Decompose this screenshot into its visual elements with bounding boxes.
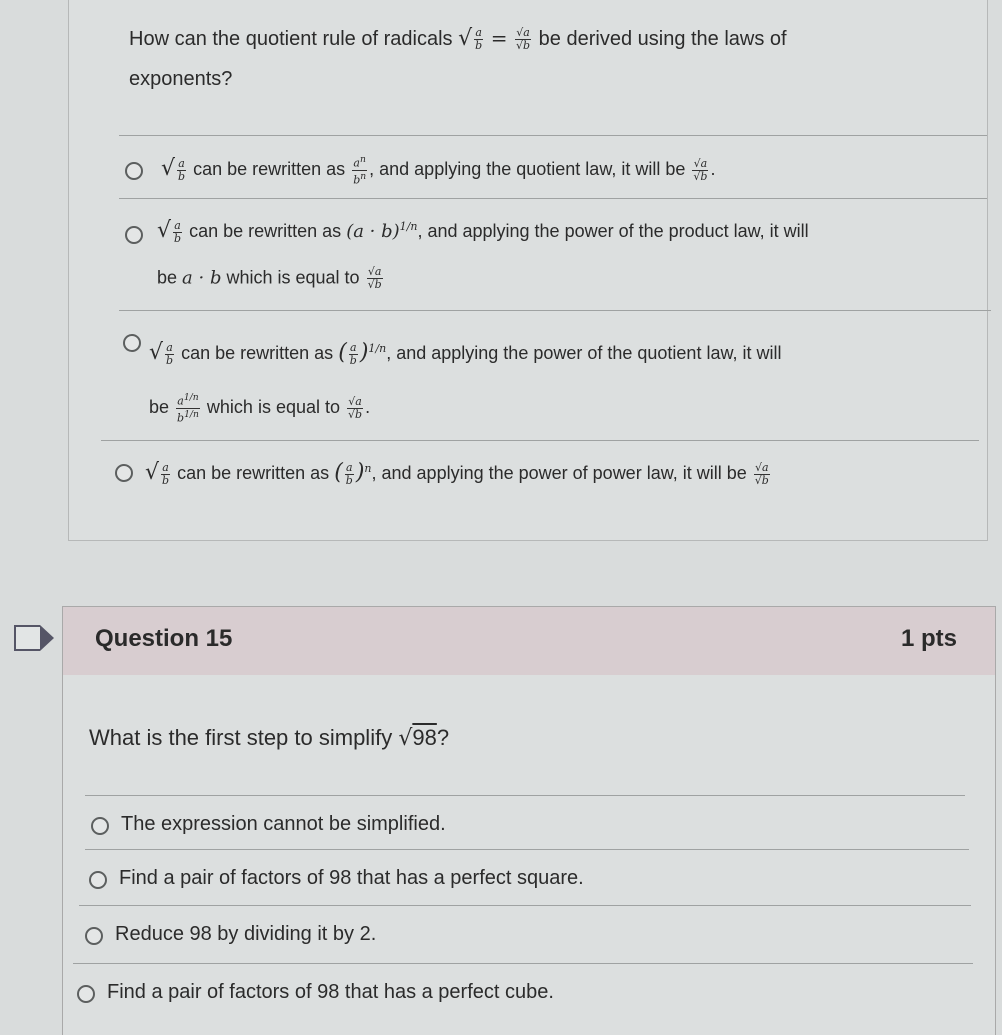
divider (85, 849, 969, 850)
sqrt-symbol: √ (398, 726, 413, 751)
radio-button[interactable] (125, 162, 143, 180)
root-fraction: $\frac{√a}{√b}$ (516, 26, 531, 53)
option-text: can be rewritten as (193, 158, 346, 179)
divider (73, 963, 973, 964)
q14-option-2[interactable]: √ $\frac{a}{b}$ can be rewritten as $(a \cdot b)^{1/n}$, and applying the power of the product law, it will be a · b which is equal to $\frac{√a}{√b}$ (125, 212, 975, 302)
question-15-body (62, 675, 996, 1035)
option-text: can be rewritten as (189, 221, 342, 241)
q15-option-4[interactable] (77, 981, 554, 1004)
question-14-prompt (129, 18, 969, 99)
nth-root-icon: √ (145, 460, 160, 485)
product-of-powers: a · b (182, 267, 222, 289)
fraction: $\frac{a}{b}$ (349, 340, 357, 367)
question-15-prompt (89, 725, 449, 751)
option-label: Reduce 98 by dividing it by 2. (115, 923, 377, 945)
radio-button[interactable] (115, 464, 133, 482)
radio-button[interactable] (85, 927, 103, 945)
fraction: $\frac{a}{b}$ (475, 26, 483, 53)
option-text-mid: , and applying the power of power law, it will be (371, 463, 747, 483)
root-fraction: $\frac{√a}{√b}$ (367, 265, 382, 291)
nth-root-icon: √ (161, 155, 176, 181)
divider (119, 198, 987, 199)
q14-option-3[interactable]: √ $\frac{a}{b}$ can be rewritten as ( $\frac{a}{b}$ )$^{1/n}$, and applying the power of the quotient law, it will be $\frac{a^{1/n}}{b^{1/n}}$ which is equal to $\frac{√a}{√b}$ . (123, 322, 973, 432)
q15-option-3[interactable] (85, 923, 376, 946)
nth-root-a-over-b: √ (458, 26, 473, 51)
option-text-tail: . (710, 158, 716, 179)
option-text-tail: . (365, 396, 371, 417)
prompt-end: ? (436, 725, 450, 750)
option-label: The expression cannot be simplified. (121, 813, 446, 835)
divider (79, 905, 971, 906)
radio-button[interactable] (89, 871, 107, 889)
q15-option-1[interactable] (91, 813, 446, 836)
divider (119, 310, 991, 311)
option-text-mid: , and applying the power of the product law, it will (417, 221, 809, 241)
question-points: 1 pts (900, 625, 957, 652)
root-fraction: $\frac{√a}{√b}$ (693, 156, 708, 183)
paren-close: ) (359, 340, 369, 365)
option-text-mid: , and applying the power of the quotient law, it will (386, 343, 782, 363)
question-14-panel: How can the quotient rule of radicals √ $\frac{a}{b}$ = $\frac{√a}{√b}$ be derived using the laws of exponents? √ $\frac{a}{b}$ can be rewritten as $\frac{a^n}{b^n}$ , and applying the quotient law, it will be $\frac{√a}{√b}$ . √ $\frac{a}{b}$ can be rewritten as $(a \cdot b)^{1/n}$, and applying the power of the product law, it will be a · b which is equal to $\frac{√a}{√b}$ √ $\frac{a}{b}$ can be rewritten as ( $\frac{a}{b}$ )$^{1/n}$, and applying the power of the quotient law, it will be $\frac{a^{1/n}}{b^{1/n}}$ which is equal to $\frac{√a}{√b}$ . √ $\frac{a}{b}$ can be rewritten as ( $\frac{a}{b}$ )$^n$, and applying the power of power law, it will be $\frac{√a}{√b}$ (68, 0, 988, 541)
option-text-be: be (157, 267, 178, 288)
paren-close: ) (355, 460, 365, 485)
option-text: can be rewritten as (181, 343, 334, 363)
quotient-of-powers: $\frac{a^{1/n}}{b^{1/n}}$ (177, 392, 199, 425)
option-text-mid: , and applying the quotient law, it will be (369, 158, 686, 179)
radio-button[interactable] (123, 334, 141, 352)
radicand: 98 (412, 725, 437, 750)
question-15-header (62, 606, 996, 676)
radio-button[interactable] (91, 817, 109, 835)
divider (85, 795, 965, 796)
option-text-equal: which is equal to (206, 396, 340, 417)
radio-button[interactable] (125, 226, 143, 244)
divider (119, 135, 987, 136)
option-text-equal: which is equal to (226, 267, 360, 288)
question-flag-icon[interactable] (14, 625, 40, 651)
prompt-suffix: be derived using the laws of (538, 28, 787, 50)
question-title: Question 15 (95, 625, 233, 652)
radio-button[interactable] (77, 985, 95, 1003)
divider (101, 440, 979, 441)
q15-option-2[interactable] (89, 867, 584, 890)
equals-sign: = (490, 26, 508, 50)
option-label: Find a pair of factors of 98 that has a perfect cube. (107, 981, 554, 1003)
root-fraction: $\frac{√a}{√b}$ (754, 460, 769, 487)
prompt-prefix: How can the quotient rule of radicals (129, 28, 453, 50)
option-text-be: be (149, 396, 170, 417)
fraction: $\frac{a}{b}$ (345, 460, 353, 487)
power-fraction: $\frac{a^n}{b^n}$ (353, 154, 367, 187)
prompt-line2: exponents? (129, 68, 233, 90)
nth-root-icon: √ (149, 340, 164, 365)
fraction: $\frac{a}{b}$ (174, 218, 182, 245)
option-label: Find a pair of factors of 98 that has a perfect square. (119, 867, 584, 889)
option-text: can be rewritten as (177, 463, 330, 483)
root-fraction: $\frac{√a}{√b}$ (348, 394, 363, 421)
prompt-text: What is the first step to simplify (89, 725, 393, 750)
product-expression: (a · b) (346, 221, 400, 242)
paren-open: ( (334, 460, 343, 485)
paren-open: ( (338, 340, 347, 365)
fraction: $\frac{a}{b}$ (162, 460, 170, 487)
nth-root-icon: √ (157, 218, 172, 243)
fraction: $\frac{a}{b}$ (166, 340, 174, 367)
fraction: $\frac{a}{b}$ (178, 156, 186, 183)
